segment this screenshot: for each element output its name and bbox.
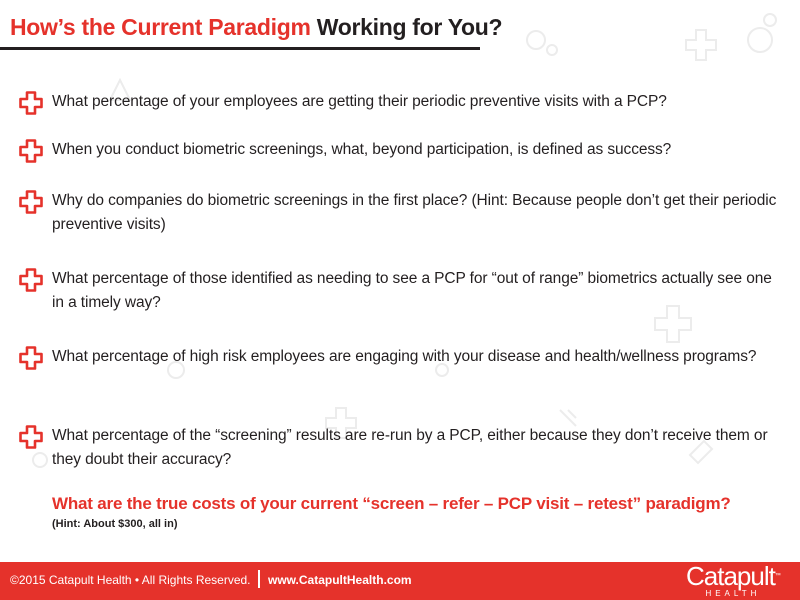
red-cross-icon xyxy=(18,345,44,371)
page-title-highlight: How’s the Current Paradigm xyxy=(10,14,311,40)
footer-bar xyxy=(0,562,800,600)
question-text: What percentage of those identified as needing to see a PCP for “out of range” biometrics actually see one in a timely way? xyxy=(52,270,772,311)
title-underline xyxy=(0,47,480,50)
catapult-health-logo xyxy=(686,563,780,598)
red-cross-icon xyxy=(18,424,44,450)
question-text: Why do companies do biometric screenings in the first place? (Hint: Because people don’t get their periodic preventive visits) xyxy=(52,192,777,233)
closing-hint: (Hint: About $300, all in) xyxy=(52,518,178,530)
question-text: When you conduct biometric screenings, what, beyond participation, is defined as success? xyxy=(52,141,672,158)
red-cross-icon xyxy=(18,90,44,116)
logo-wordmark: Catapult xyxy=(686,561,775,591)
logo-subtitle: HEALTH xyxy=(705,589,761,598)
website-link[interactable]: www.CatapultHealth.com xyxy=(268,573,412,587)
question-text: What percentage of the “screening” results are re-run by a PCP, either because they don’t receive them or they doubt their accuracy? xyxy=(52,427,768,468)
red-cross-icon xyxy=(18,138,44,164)
copyright-text: ©2015 Catapult Health • All Rights Reserved. xyxy=(10,573,251,587)
question-text: What percentage of your employees are getting their periodic preventive visits with a PCP? xyxy=(52,93,667,110)
question-text: What percentage of high risk employees are engaging with your disease and health/wellness programs? xyxy=(52,348,757,365)
red-cross-icon xyxy=(18,267,44,293)
page-title-rest: Working for You? xyxy=(310,14,503,40)
closing-question: What are the true costs of your current “screen – refer – PCP visit – retest” paradigm? xyxy=(52,494,731,513)
page-title xyxy=(10,14,502,41)
logo-trademark: ™ xyxy=(774,573,780,579)
footer-divider xyxy=(258,570,260,588)
red-cross-icon xyxy=(18,189,44,215)
